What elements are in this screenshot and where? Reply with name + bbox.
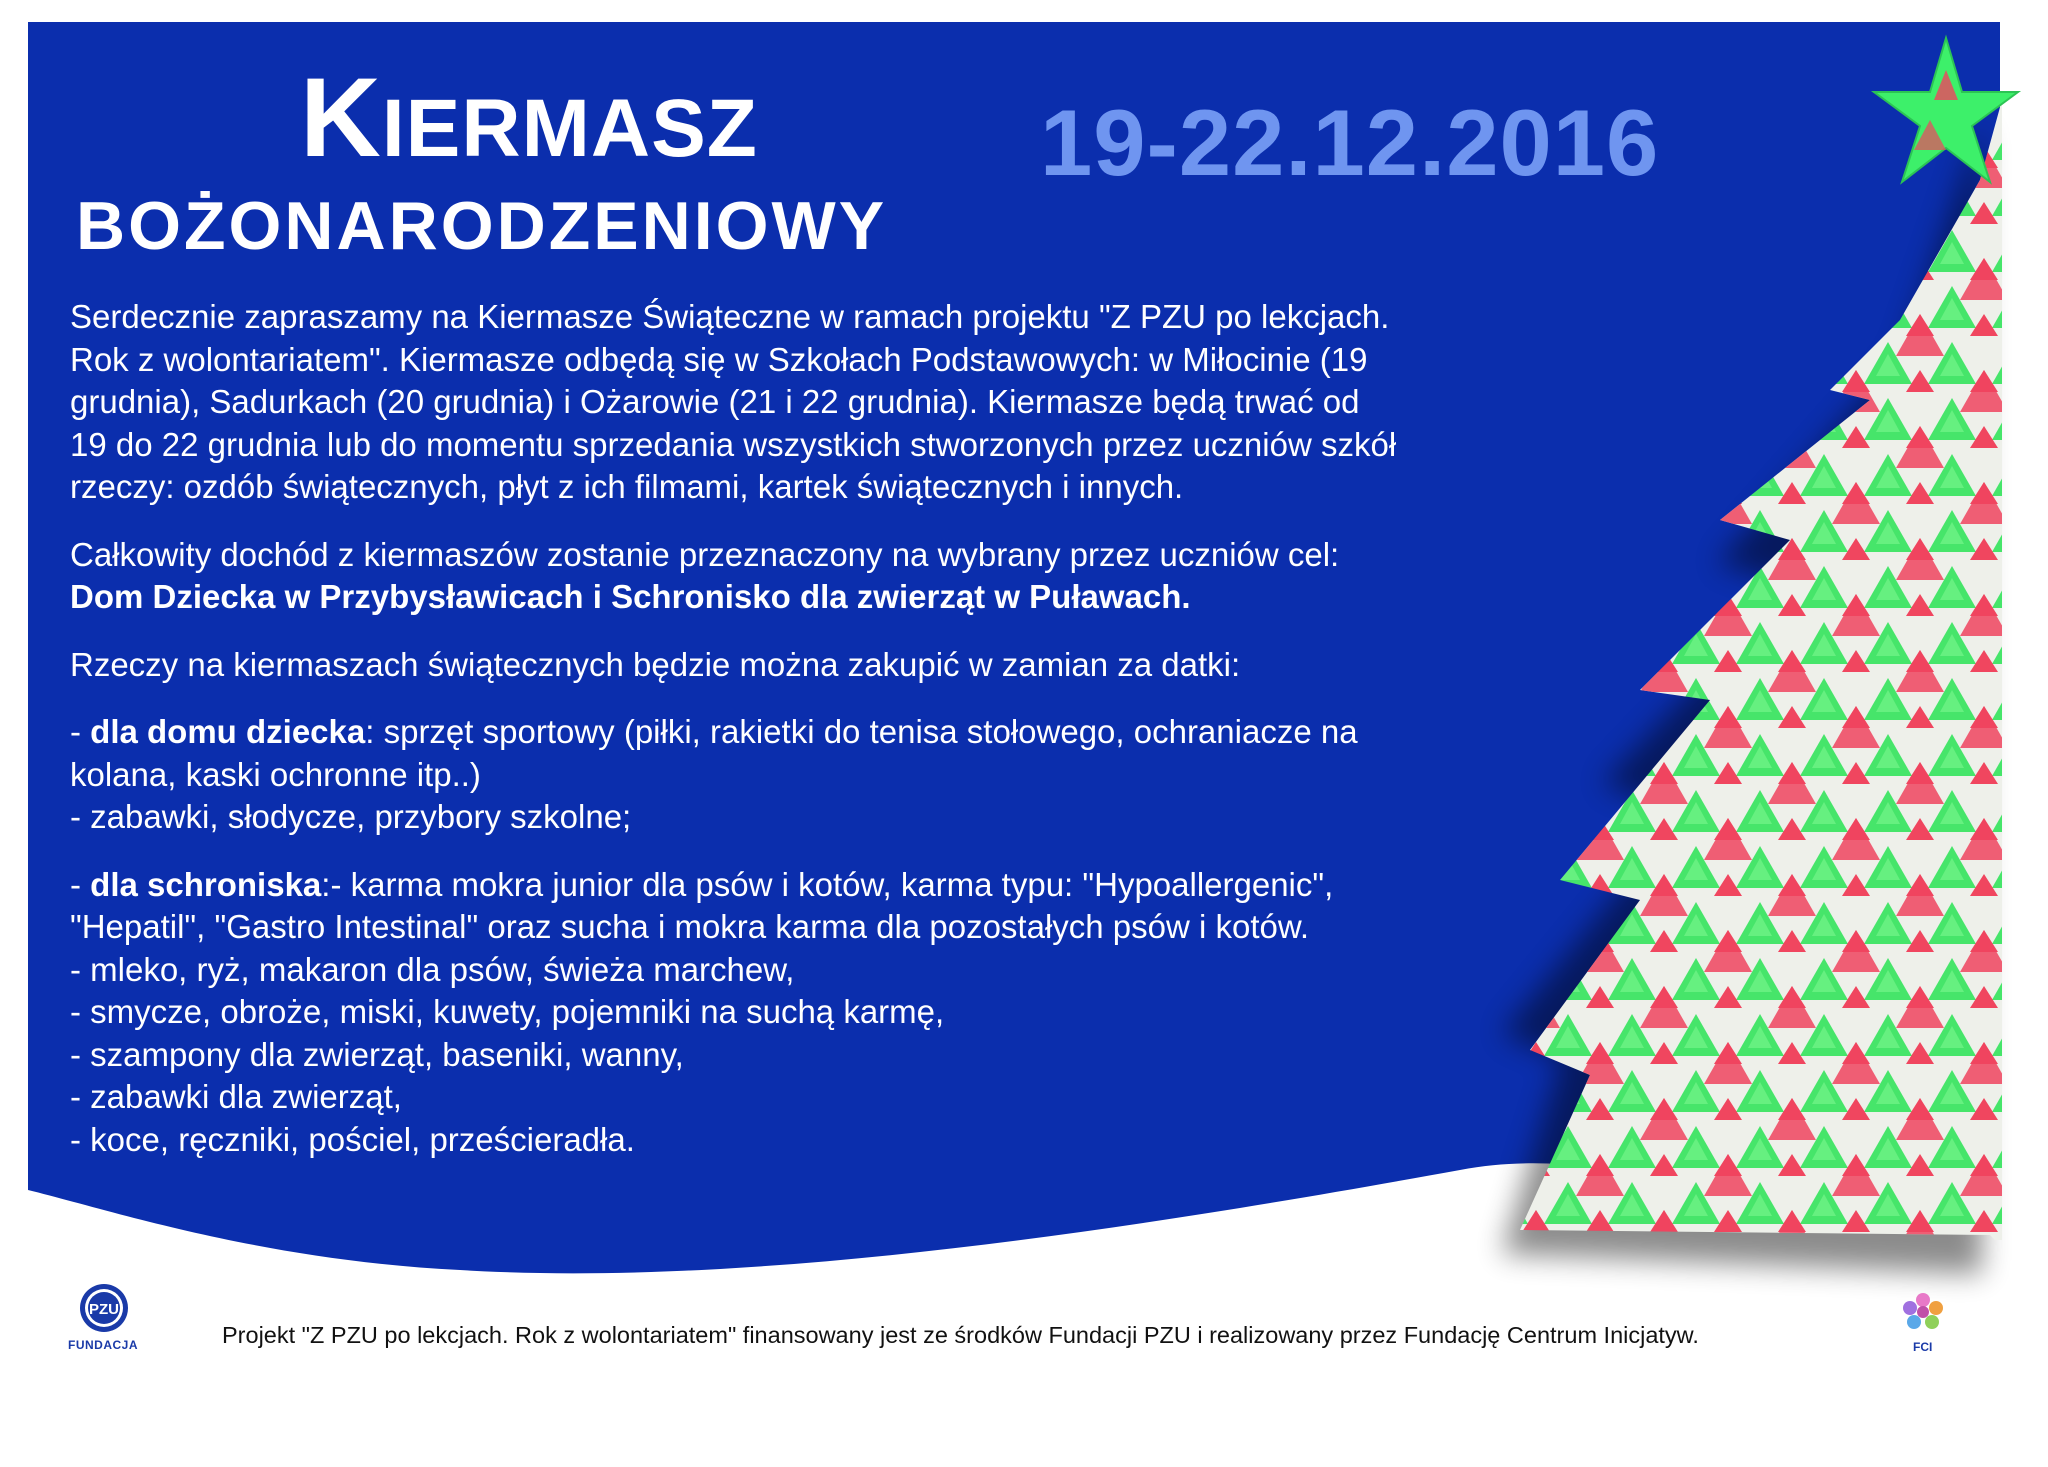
title-rest: IERMASZ [381,83,758,174]
shelter-item: - mleko, ryż, makaron dla psów, świeża marchew, [70,950,795,988]
footer-text: Projekt "Z PZU po lekcjach. Rok z wolontariatem" finansowany jest ze środków Fundacji PZU i realizowany przez Fundację Centrum Inicjatyw. [222,1322,1699,1348]
intro-paragraph [70,296,1590,509]
intro-line: Rok z wolontariatem". Kiermasze odbędą się w Szkołach Podstawowych: w Miłocinie (19 [70,340,1368,378]
dash: - [70,713,91,750]
orphanage-line [70,711,1590,754]
main-content [70,296,1590,1186]
title-line-1 [300,55,758,180]
orphanage-line-2: kolana, kaski ochronne itp..) [70,755,481,793]
shelter-line-2: "Hepatil", "Gastro Intestinal" oraz sucha i mokra karma dla pozostałych psów i kotów. [70,908,1310,945]
donations-intro-text: Rzeczy na kiermaszach świątecznych będzie można zakupić w zamian za datki: [70,645,1241,683]
income-paragraph [70,534,1590,619]
pzu-logo-text: PZU [89,1301,119,1318]
shelter-text: :- karma mokra junior dla psów i kotów, karma typu: "Hypoallergenic", [321,865,1334,903]
orphanage-section [70,711,1590,839]
title-initial: K [300,55,382,180]
intro-line: rzeczy: ozdób świątecznych, płyt z ich filmami, kartek świątecznych i innych. [70,468,1184,505]
intro-line: grudnia), Sadurkach (20 grudnia) i Ożarowie (21 i 22 grudnia). Kiermasze będą trwać od [70,383,1360,420]
shelter-item: - zabawki dla zwierząt, [70,1078,402,1115]
shelter-line [70,864,1590,907]
event-date: 19-22.12.2016 [1040,90,1660,195]
shelter-item: - koce, ręczniki, pościel, prześcieradła. [70,1120,635,1158]
shelter-item: - szampony dla zwierząt, baseniki, wanny, [70,1035,684,1073]
shelter-label: dla schroniska [90,865,322,903]
intro-line: Serdecznie zapraszamy na Kiermasze Świąteczne w ramach projektu "Z PZU po lekcjach. [70,298,1390,335]
intro-line: 19 do 22 grudnia lub do momentu sprzedania wszystkich stworzonych przez uczniów szkół [70,425,1397,463]
shelter-section [70,864,1590,1162]
donations-intro [70,644,1590,687]
income-line: Całkowity dochód z kiermaszów zostanie przeznaczony na wybrany przez uczniów cel: [70,535,1340,573]
dash: - [70,865,91,903]
pzu-logo-label: FUNDACJA [68,1338,138,1352]
shelter-item: - smycze, obroże, miski, kuwety, pojemniki na suchą karmę, [70,993,945,1030]
income-recipients-bold: Dom Dziecka w Przybysławicach i Schronisko dla zwierząt w Puławach. [70,578,1191,615]
orphanage-text: : sprzęt sportowy (piłki, rakietki do tenisa stołowego, ochraniacze na [365,713,1358,750]
title-line-2: BOŻONARODZENIOWY [76,188,888,264]
orphanage-line-3: - zabawki, słodycze, przybory szkolne; [70,798,632,835]
fci-logo-label: FCI [1913,1340,1933,1354]
orphanage-label: dla domu dziecka [90,713,366,750]
income-recipients [70,576,1590,619]
